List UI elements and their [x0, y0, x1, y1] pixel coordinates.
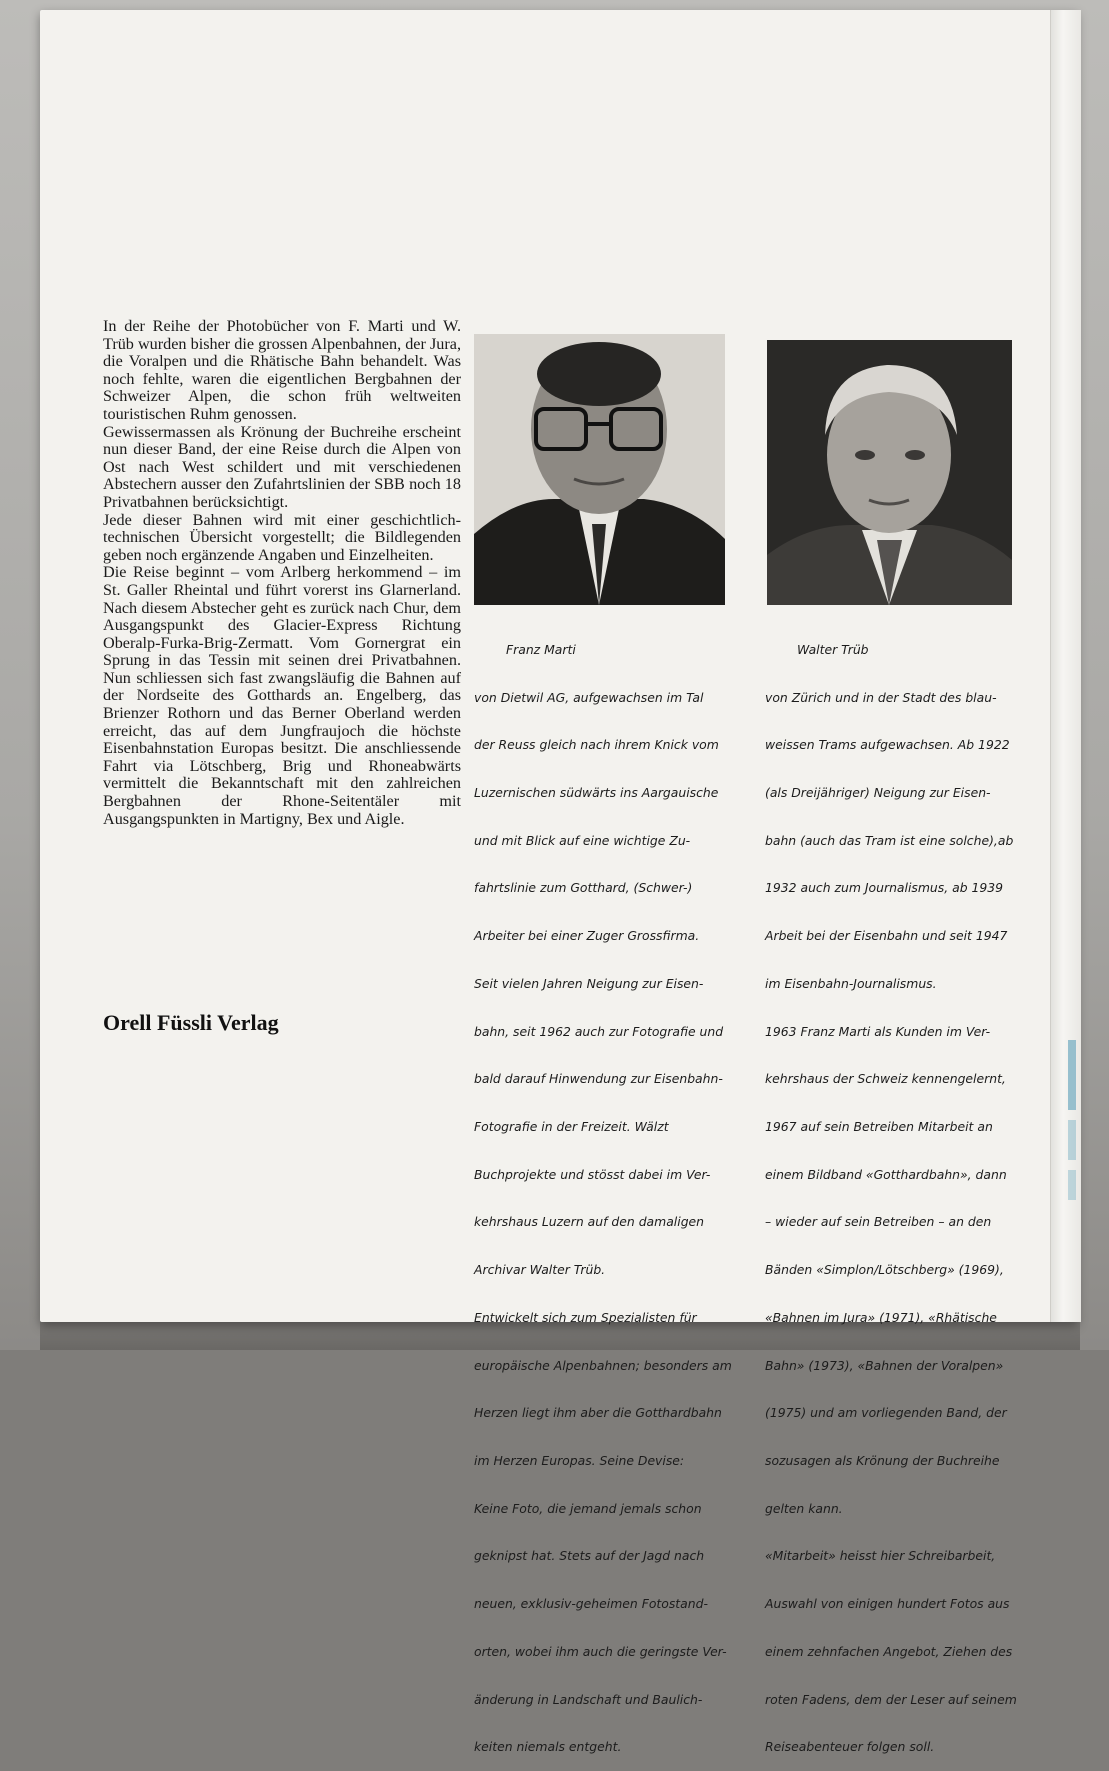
bio-line: sozusagen als Krönung der Buchreihe: [765, 1453, 1000, 1469]
bio-line: bald darauf Hinwendung zur Eisenbahn-: [474, 1071, 723, 1087]
bio-line: roten Fadens, dem der Leser auf seinem: [765, 1691, 1017, 1707]
bio-line: geknipst hat. Stets auf der Jagd nach: [474, 1548, 705, 1564]
spine-sticker-mark: [1068, 1120, 1076, 1160]
spine-sticker-mark: [1068, 1170, 1076, 1200]
author-bio-marti: [474, 610, 744, 1771]
book-spine: [1050, 10, 1081, 1322]
bio-line: orten, wobei ihm auch die geringste Ver-: [474, 1643, 727, 1659]
bio-line: – wieder auf sein Betreiben – an den: [765, 1214, 992, 1230]
bio-line: von Dietwil AG, aufgewachsen im Tal: [474, 689, 704, 705]
bio-line: weissen Trams aufgewachsen. Ab 1922: [765, 737, 1010, 753]
bio-line: neuen, exklusiv-geheimen Fotostand-: [474, 1596, 708, 1612]
bio-line: Keine Foto, die jemand jemals schon: [474, 1500, 702, 1516]
bio-line: bahn (auch das Tram ist eine solche),ab: [765, 832, 1014, 848]
bio-line: Herzen liegt ihm aber die Gotthardbahn: [474, 1405, 722, 1421]
bio-line: bahn, seit 1962 auch zur Fotografie und: [474, 1023, 724, 1039]
bio-line: fahrtslinie zum Gotthard, (Schwer-): [474, 880, 693, 896]
bio-line: europäische Alpenbahnen; besonders am: [474, 1357, 732, 1373]
bio-line: 1967 auf sein Betreiben Mitarbeit an: [765, 1119, 993, 1134]
bio-line: (als Dreijähriger) Neigung zur Eisen-: [765, 784, 991, 800]
bio-line: Reiseabenteuer folgen soll.: [765, 1739, 935, 1755]
author-bio-trueb: [765, 610, 1045, 1771]
blurb-paragraph: Die Reise beginnt – vom Arlberg herkommend – im St. Galler Rheintal und führt vorerst ins Glarnerland. Nach diesem Abstecher geht es zurück nach Chur, dem Ausgangspunkt des Glacier-Express Richtung Oberalp-Furka-Brig-Zermatt. Vom Gornergrat ein Sprung in das Tessin mit seinen drei Privatbahnen. Nun schliessen sich fast zwangsläufig die Bahnen auf der Nordseite des Gotthards an. Engelberg, das Brienzer Rothorn und das Berner Oberland werden erreicht, das auf dem Jungfraujoch die höchste Eisenbahnstation Europas besitzt. Die anschliessende Fahrt via Lötschberg, Brig und Rhoneabwärts vermittelt die Bekanntschaft mit den zahlreichen Bergbahnen der Rhone-Seitentäler mit Ausgangspunkten in Martigny, Bex und Aigle.: [103, 563, 461, 828]
bio-line: Fotografie in der Freizeit. Wälzt: [474, 1119, 669, 1134]
bio-line: Arbeiter bei einer Zuger Grossfirma.: [474, 928, 700, 944]
bio-line: einem Bildband «Gotthardbahn», dann: [765, 1166, 1007, 1182]
blurb-text: [103, 318, 461, 828]
bio-line: 1932 auch zum Journalismus, ab 1939: [765, 880, 1004, 896]
portrait-franz-marti-image: [474, 334, 725, 605]
bio-line: Bänden «Simplon/Lötschberg» (1969),: [765, 1262, 1004, 1278]
bio-line: 1963 Franz Marti als Kunden im Ver-: [765, 1023, 991, 1039]
author-name: Franz Marti: [506, 641, 576, 657]
bio-line: Bahn» (1973), «Bahnen der Voralpen»: [765, 1357, 1004, 1373]
bio-line: von Zürich und in der Stadt des blau-: [765, 689, 997, 705]
bio-line: Seit vielen Jahren Neigung zur Eisen-: [474, 975, 704, 991]
bio-line: im Herzen Europas. Seine Devise:: [474, 1453, 685, 1469]
bio-line: der Reuss gleich nach ihrem Knick vom: [474, 737, 719, 753]
bio-line: und mit Blick auf eine wichtige Zu-: [474, 832, 691, 848]
portrait-walter-trueb: [767, 340, 1012, 605]
bio-line: Entwickelt sich zum Spezialisten für: [474, 1309, 697, 1325]
bio-line: Archivar Walter Trüb.: [474, 1262, 606, 1278]
blurb-paragraph: In der Reihe der Photobücher von F. Marti und W. Trüb wurden bisher die grossen Alpenbahnen, der Jura, die Voralpen und die Rhätische Bahn behandelt. Was noch fehlte, waren die eigentlichen Bergbahnen der Schweizer Alpen, die schon früh weltweiten touristischen Ruhm genossen.: [103, 317, 461, 423]
bio-line: kehrshaus Luzern auf den damaligen: [474, 1214, 705, 1230]
portrait-walter-trueb-image: [767, 340, 1012, 605]
bio-line: gelten kann.: [765, 1500, 843, 1516]
bio-line: «Bahnen im Jura» (1971), «Rhätische: [765, 1309, 997, 1325]
bio-line: keiten niemals entgeht.: [474, 1739, 622, 1755]
bio-line: änderung in Landschaft und Baulich-: [474, 1691, 703, 1707]
bio-line: kehrshaus der Schweiz kennengelernt,: [765, 1071, 1006, 1087]
publisher-name: Orell Füssli Verlag: [103, 1010, 279, 1035]
blurb-paragraph: Gewissermassen als Krönung der Buchreihe erscheint nun dieser Band, der eine Reise durch die Alpen von Ost nach West schildert und mit verschiedenen Abstechern ausser den Zufahrtslinien der SBB noch 18 Privatbahnen berücksichtigt.: [103, 422, 461, 511]
portrait-franz-marti: [474, 334, 725, 605]
bio-line: im Eisenbahn-Journalismus.: [765, 975, 937, 991]
bio-line: Arbeit bei der Eisenbahn und seit 1947: [765, 928, 1008, 944]
bio-line: (1975) und am vorliegenden Band, der: [765, 1405, 1007, 1421]
bio-line: Auswahl von einigen hundert Fotos aus: [765, 1596, 1010, 1612]
blurb-paragraph: Jede dieser Bahnen wird mit einer geschichtlich-technischen Übersicht vorgestellt; die Bildlegenden geben noch ergänzende Angaben und Einzelheiten.: [103, 510, 461, 564]
spine-sticker-mark: [1068, 1040, 1076, 1110]
bio-line: Buchprojekte und stösst dabei im Ver-: [474, 1166, 711, 1182]
bio-line: Luzernischen südwärts ins Aargauische: [474, 784, 719, 800]
bio-line: einem zehnfachen Angebot, Ziehen des: [765, 1643, 1013, 1659]
bio-line: «Mitarbeit» heisst hier Schreibarbeit,: [765, 1548, 996, 1564]
author-name: Walter Trüb: [797, 641, 869, 657]
